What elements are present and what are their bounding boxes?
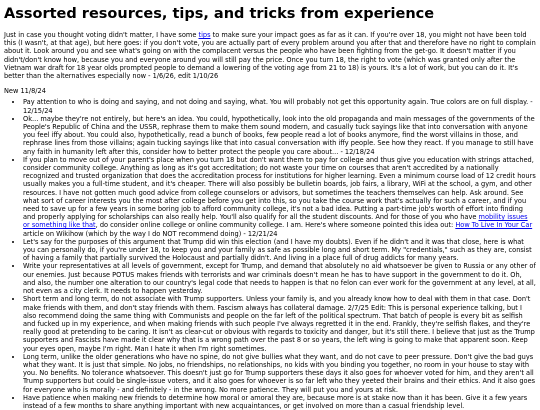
intro-text-end: to make sure your impact goes as far as it can. If you're over 18, you might not have been told this (I wasn't, at that age), but here goes: if you don't vote, you are actually part of every problem around you after that and therefore have no right to complain about it. Look around you and see what's going on with the complacent versus the people who have been fighting from the get-go. It doesn't matter if you didn't/don't know how, because you and everyone around you will still pay the price. Once you turn 18, the right to vote (which was granted only after the Vietnam war draft for 18 year olds prompted people to demand a lowering of the voting age from 21 to 18) is yours. It's a lot of work, but you can do it. It's better than the alternatives especially now - 1/6/26, edit 1/10/26 (4, 31, 536, 81)
intro-paragraph (4, 31, 536, 80)
list-item (23, 156, 536, 238)
intro-text-start: Just in case you thought voting didn't matter, I have some (4, 31, 199, 39)
mobility-issues-link[interactable]: mobility issues or something like that (23, 213, 528, 230)
list-item-text: If you plan to move out of your parent's place when you turn 18 but don't want them to pay for college and thus give you education with strings attached, consider community college. Anything as long as it's got accreditation; do not waste your time on courses that aren't accredited by a nationally recognized and trusted organization that does the accreditation process for institutions for higher learning. Even a minimum course load of 12 credit hours usually makes you a full-time student, and it's cheaper. There will also possibly be bulletin boards, job fairs, a library, WiFi at the school, a gym, and other resources. I have not gotten much good advice from college counselors or advisors, but sometimes the teachers themselves can help. Ask around. See what sort of career interests you the most after college before you get into this, so you take the course work that's actually for such a career, and if you need to save up for a few years in some boring job to afford community college, it's not a bad idea. Putting a part-time job's worth of effort into finding and properly applying for scholarships can also really help. You'll also qualify for all the student discounts. And for those of you who have (23, 155, 536, 222)
list-item: • Ok... maybe they're not entirely, but here's an idea. You could, hypothetically, look into the old propaganda and main messages of the governments of the People's Republic of China and the USSR, rephrase them to make them sound modern, and casually tuck sayings like that into conversation with anyone you feel iffy about. You could also, hypothetically, read a bunch of books, few people read a lot of books anymore, find the worst villains in those, and rephrase lines from those villains; again tucking sayings like that into casual conversation with iffy people. See how they react. If you manage to still have any faith in humanity left after this, consider how to better protect the people you care about... - 12/18/24 (23, 115, 536, 156)
page-title: Assorted resources, tips, and tricks from experience (4, 6, 435, 22)
tips-link[interactable]: tips (198, 31, 211, 39)
section-date: New 11/8/24 (4, 87, 46, 96)
list-item: • Have patience when making new friends to determine how moral or amoral they are, because more is at stake now than it has been. Give it a few years instead of a few months to share anything important with new acquaintances, or get involved on more than a casual friendship level. (23, 394, 536, 410)
live-in-car-link[interactable]: How To Live In Your Car (455, 221, 533, 230)
list-item-text: , do consider online college or online community college. I am. Here's where someone pointed this idea out: (95, 221, 456, 230)
list-item: • Short term and long term, do not associate with Trump supporters. Unless your family is, and you already know how to deal with them in that case. Don't make friends with them, and don't stay friends with them. Fascism always has collateral damage. 2/7/25 Edit: This is personal experience talking, but I also recommend doing the same thing with Communists and people on the far left of the political spectrum. That batch of people is every bit as selfish and fucked up in my experience, and when making friends with such people I've always regretted it in the end. Frankly, they're selfish flakes, and they're really good at pretending to be caring. It isn't as clear-cut or obvious with regards to toxicity and danger, but it's still there. I believe that just as the Trump supporters and Fascists have made it clear why that is a wrong path over the past 8 or so years, the left wing is going to make that apparent soon. Keep your eyes open, maybe I'm right. Man I hate it when I'm right sometimes. (23, 295, 536, 352)
list-item: • Write your representatives at all levels of government, except for Trump, and demand that absolutely no aid whatsoever be given to Russia or any other of our enemies. Just because POTUS makes friends with terrorists and war criminals doesn't mean he has to have support in the government to do it. Oh, and also, the number one alteration to our country's legal code that needs to happen is that no felon can ever work for the government at any level, at all, not even as a city clerk. It needs to happen yesterday. (23, 262, 536, 295)
list-item-text: article on Wikihow (which by the way I do NOT recommend doing) - 12/21/24 (23, 229, 278, 238)
list-item: • Pay attention to who is doing and saying, and not doing and saying, what. You will probably not get this opportunity again. True colors are on full display. - 12/15/24 (23, 98, 536, 114)
list-item: • Long term, unlike the older generations who have no spine, do not give bullies what they want, and do not cave to peer pressure. Don't give the bad guys what they want. It is just that simple. No jobs, no friendships, no relationships, no kids with you binding you together, no room in your house to stay with you. No benefits. No tolerance whatsoever. This doesn't just go for Trump supporters these days it also goes for whoever voted for him, and they aren't all Trump supporters but could be single-issue voters, and it also goes for whoever is so far left who they yeeted their brains and their ethics. And it also goes for everyone who is morally - and definitely - in the wrong. No more patience. They will put you and yours at risk. (23, 353, 536, 394)
tips-list (4, 98, 536, 410)
list-item: • Let's say for the purposes of this argument that Trump did win this election (and I have my doubts). Even if he didn't and it was that close, here is what you can personally do, if you're under 18, to keep you and your family as safe as possible long and short term. My "credentials," such as they are, consist of having a family that partially survived the Holocaust and partially didn't. And living in a place full of drug addicts for many years. (23, 238, 536, 263)
